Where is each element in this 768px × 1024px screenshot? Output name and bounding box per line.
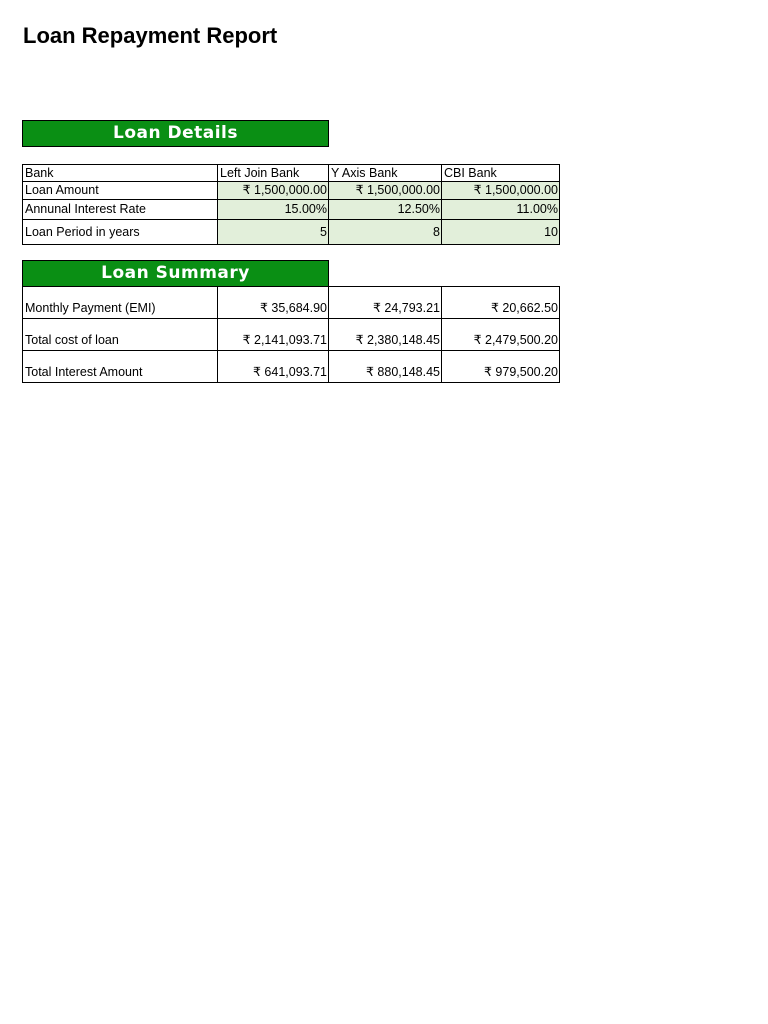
row-label-interest-rate[interactable]: Annunal Interest Rate xyxy=(23,200,218,220)
row-label-total-cost[interactable]: Total cost of loan xyxy=(23,319,218,351)
row-label-total-interest[interactable]: Total Interest Amount xyxy=(23,351,218,383)
interest-rate-y-axis-bank[interactable]: 12.50% xyxy=(329,200,442,220)
loan-details-header: Loan Details xyxy=(22,120,329,147)
emi-row xyxy=(23,287,560,319)
loan-period-row xyxy=(23,220,560,245)
loan-period-y-axis-bank[interactable]: 8 xyxy=(329,220,442,245)
row-label-loan-period[interactable]: Loan Period in years xyxy=(23,220,218,245)
loan-summary-table xyxy=(22,286,560,383)
loan-amount-left-join-bank[interactable]: ₹ 1,500,000.00 xyxy=(218,182,329,200)
loan-period-cbi-bank[interactable]: 10 xyxy=(442,220,560,245)
details-header-row xyxy=(23,165,560,182)
interest-rate-cbi-bank[interactable]: 11.00% xyxy=(442,200,560,220)
column-header-bank[interactable]: Bank xyxy=(23,165,218,182)
total-interest-row xyxy=(23,351,560,383)
loan-amount-cbi-bank[interactable]: ₹ 1,500,000.00 xyxy=(442,182,560,200)
total-cost-row xyxy=(23,319,560,351)
report-title: Loan Repayment Report xyxy=(23,23,278,48)
loan-amount-row xyxy=(23,182,560,200)
total-cost-cbi-bank[interactable]: ₹ 2,479,500.20 xyxy=(442,319,560,351)
emi-cbi-bank[interactable]: ₹ 20,662.50 xyxy=(442,287,560,319)
interest-rate-row xyxy=(23,200,560,220)
total-cost-left-join-bank[interactable]: ₹ 2,141,093.71 xyxy=(218,319,329,351)
loan-summary-header: Loan Summary xyxy=(22,260,329,287)
loan-period-left-join-bank[interactable]: 5 xyxy=(218,220,329,245)
total-interest-cbi-bank[interactable]: ₹ 979,500.20 xyxy=(442,351,560,383)
column-header-y-axis-bank[interactable]: Y Axis Bank xyxy=(329,165,442,182)
column-header-left-join-bank[interactable]: Left Join Bank xyxy=(218,165,329,182)
loan-amount-y-axis-bank[interactable]: ₹ 1,500,000.00 xyxy=(329,182,442,200)
emi-y-axis-bank[interactable]: ₹ 24,793.21 xyxy=(329,287,442,319)
total-interest-y-axis-bank[interactable]: ₹ 880,148.45 xyxy=(329,351,442,383)
interest-rate-left-join-bank[interactable]: 15.00% xyxy=(218,200,329,220)
total-cost-y-axis-bank[interactable]: ₹ 2,380,148.45 xyxy=(329,319,442,351)
total-interest-left-join-bank[interactable]: ₹ 641,093.71 xyxy=(218,351,329,383)
emi-left-join-bank[interactable]: ₹ 35,684.90 xyxy=(218,287,329,319)
row-label-monthly-payment[interactable]: Monthly Payment (EMI) xyxy=(23,287,218,319)
column-header-cbi-bank[interactable]: CBI Bank xyxy=(442,165,560,182)
row-label-loan-amount[interactable]: Loan Amount xyxy=(23,182,218,200)
loan-details-table xyxy=(22,164,560,245)
